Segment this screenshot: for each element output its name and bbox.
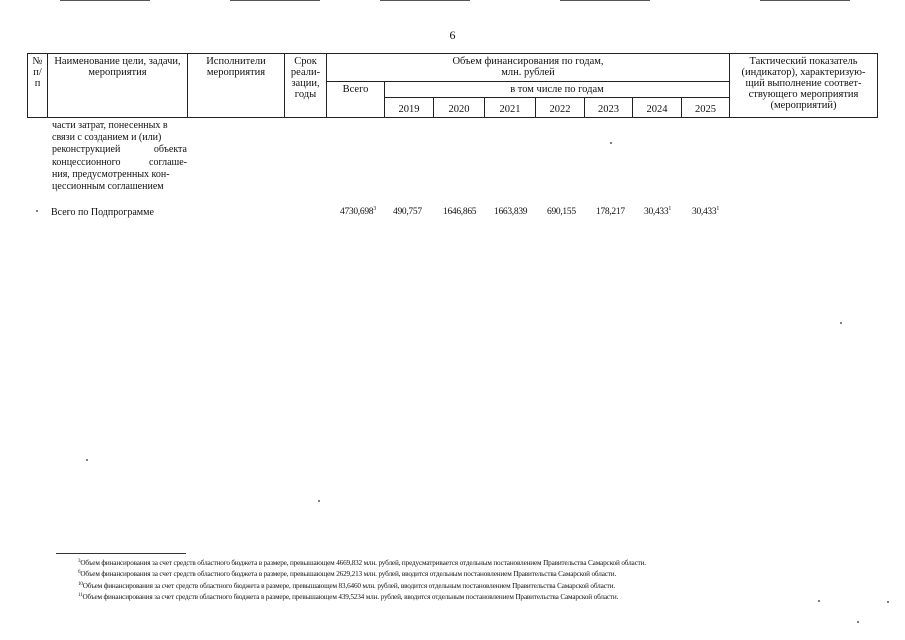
- description-line: части затрат, понесенных в: [52, 120, 168, 131]
- scan-speck: [36, 210, 38, 212]
- header-term-cell: Срок реали- зации, годы: [285, 54, 327, 118]
- description-line: цессионным соглашением: [52, 181, 164, 193]
- scan-speck: [840, 322, 842, 324]
- header-year-cell: 2023: [585, 98, 633, 118]
- total-row-total-value: 4730,698$^3$: [340, 206, 377, 217]
- footnote-separator: [56, 553, 186, 554]
- total-row-year-value: 1663,839: [494, 207, 528, 217]
- description-line: реконструкцией объекта: [52, 144, 187, 156]
- header-year-cell: 2024: [633, 98, 682, 118]
- header-name-cell: Наименование цели, задачи, мероприятия: [48, 54, 188, 118]
- footnote: $^{10}$Объем финансирования за счет средств областного бюджета в размере, превышающем 83,6460 млн. рублей, вводится отдельным постановлением Правительства Самарской области.: [78, 581, 616, 590]
- scan-speck: [86, 459, 88, 461]
- scan-speck: [857, 621, 859, 623]
- scan-edge-line: [760, 0, 850, 1]
- header-total-cell: Всего: [327, 82, 385, 118]
- footnote: $^6$Объем финансирования за счет средств областного бюджета в размере, превышающем 2629,213 млн. рублей, вводится отдельным постановлением Правительства Самарской области.: [78, 570, 617, 579]
- scan-speck: [318, 500, 320, 502]
- footnote: $^3$Объем финансирования за счет средств областного бюджета в размере, превышающем 4669,832 млн. рублей, предусматривается отдельным постановлением Правительства Самарской области.: [78, 559, 646, 567]
- header-year-cell: 2021: [485, 98, 536, 118]
- total-row-year-value: 30,433$^1$: [644, 206, 672, 217]
- header-year-cell: 2020: [434, 98, 485, 118]
- header-year-cell: 2025: [682, 98, 730, 118]
- total-row-year-value: 178,217: [596, 207, 625, 217]
- total-row-year-value: 490,757: [393, 207, 422, 217]
- scan-edge-line: [560, 0, 650, 1]
- header-executors-cell: Исполнители мероприятия: [188, 54, 285, 118]
- scan-speck: [887, 601, 889, 603]
- total-row-label: Всего по Подпрограмме: [51, 207, 154, 218]
- description-line: концессионного соглаше-: [52, 156, 187, 168]
- scan-edge-line: [230, 0, 320, 1]
- header-funding-cell: Объем финансирования по годам, млн. рублей: [327, 54, 730, 82]
- header-year-cell: 2022: [536, 98, 585, 118]
- scan-speck: [610, 142, 612, 144]
- header-indicator-cell: Тактический показатель (индикатор), характеризую- щий выполнение соответ- ствующего мероприятия (мероприятий): [730, 54, 878, 118]
- header-by-years-cell: в том числе по годам: [385, 82, 730, 98]
- scan-speck: [818, 600, 820, 602]
- scan-edge-line: [60, 0, 150, 1]
- footnote: $^{11}$Объем финансирования за счет средств областного бюджета в размере, превышающем 439,5234 млн. рублей, вводится отдельным постановлением Правительства Самарской области.: [78, 593, 619, 602]
- scan-edge-line: [380, 0, 470, 1]
- total-row-year-value: 690,155: [547, 207, 576, 217]
- header-number-cell: № п/п: [28, 54, 48, 118]
- activity-description: [52, 120, 187, 193]
- page-number: 6: [449, 28, 456, 42]
- header-year-cell: 2019: [385, 98, 434, 118]
- total-row-year-value: 1646,865: [443, 207, 477, 217]
- description-line: связи с созданием и (или): [52, 132, 162, 144]
- footnotes: [78, 557, 878, 603]
- funding-table-header: [27, 53, 878, 118]
- description-line: ния, предусмотренных кон-: [52, 168, 170, 180]
- total-row-year-value: 30,433$^1$: [692, 206, 720, 217]
